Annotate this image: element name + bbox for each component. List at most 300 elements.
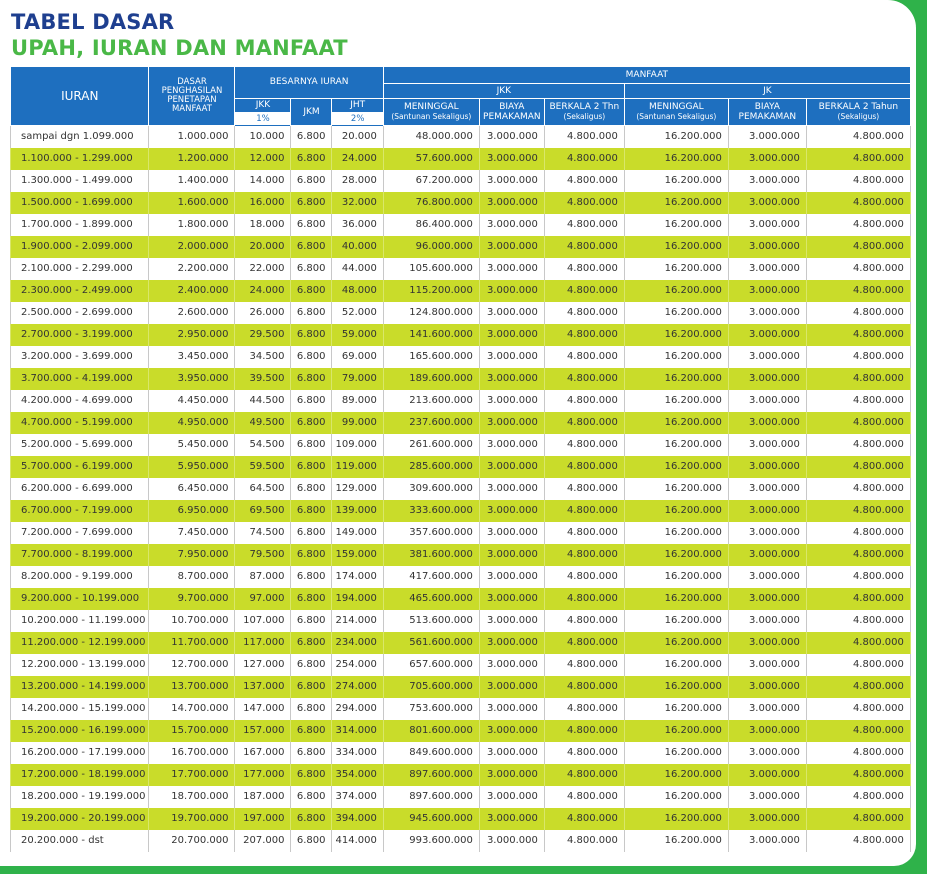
cell-iuran-jht: 48.000: [332, 280, 383, 302]
cell-jk-biaya-pemakaman: 3.000.000: [728, 412, 806, 434]
table-row: [11, 632, 911, 654]
table-row: [11, 786, 911, 808]
cell-jk-meninggal: 16.200.000: [624, 236, 728, 258]
cell-iuran-jht: 174.000: [332, 566, 383, 588]
cell-dasar-penghasilan: 4.950.000: [149, 412, 235, 434]
cell-jkk-berkala: 4.800.000: [544, 742, 624, 764]
cell-iuran-range: 8.200.000 - 9.199.000: [11, 566, 149, 588]
table-row: [11, 368, 911, 390]
cell-iuran-jkk: 18.000: [235, 214, 291, 236]
cell-jk-berkala: 4.800.000: [806, 192, 910, 214]
cell-iuran-range: 3.200.000 - 3.699.000: [11, 346, 149, 368]
cell-jkk-meninggal: 357.600.000: [383, 522, 479, 544]
cell-jkk-biaya-pemakaman: 3.000.000: [479, 478, 544, 500]
cell-iuran-jkm: 6.800: [291, 500, 332, 522]
cell-iuran-jkk: 127.000: [235, 654, 291, 676]
cell-jkk-berkala: 4.800.000: [544, 170, 624, 192]
cell-jk-biaya-pemakaman: 3.000.000: [728, 258, 806, 280]
cell-jk-meninggal: 16.200.000: [624, 456, 728, 478]
cell-dasar-penghasilan: 16.700.000: [149, 742, 235, 764]
cell-jkk-biaya-pemakaman: 3.000.000: [479, 346, 544, 368]
cell-jk-biaya-pemakaman: 3.000.000: [728, 742, 806, 764]
cell-iuran-jkm: 6.800: [291, 786, 332, 808]
cell-iuran-jht: 374.000: [332, 786, 383, 808]
cell-jkk-berkala: 4.800.000: [544, 302, 624, 324]
cell-iuran-jkm: 6.800: [291, 148, 332, 170]
cell-jk-meninggal: 16.200.000: [624, 214, 728, 236]
header-santunan-label: (Santunan Sekaligus): [636, 112, 717, 121]
table-row: [11, 588, 911, 610]
cell-jk-berkala: 4.800.000: [806, 214, 910, 236]
cell-jk-meninggal: 16.200.000: [624, 434, 728, 456]
table-row: [11, 720, 911, 742]
table-row: [11, 170, 911, 192]
cell-iuran-range: 4.700.000 - 5.199.000: [11, 412, 149, 434]
cell-jk-meninggal: 16.200.000: [624, 742, 728, 764]
cell-iuran-jkk: 34.500: [235, 346, 291, 368]
table-row: [11, 698, 911, 720]
header-jkk-berkala: [544, 99, 624, 126]
cell-jkk-meninggal: 897.600.000: [383, 786, 479, 808]
cell-jkk-berkala: 4.800.000: [544, 324, 624, 346]
cell-jk-biaya-pemakaman: 3.000.000: [728, 126, 806, 148]
header-jk-berkala: [806, 99, 910, 126]
cell-jk-meninggal: 16.200.000: [624, 412, 728, 434]
cell-iuran-jkm: 6.800: [291, 588, 332, 610]
cell-iuran-jkk: 79.500: [235, 544, 291, 566]
cell-jk-meninggal: 16.200.000: [624, 764, 728, 786]
cell-jkk-meninggal: 141.600.000: [383, 324, 479, 346]
cell-jkk-meninggal: 189.600.000: [383, 368, 479, 390]
cell-jk-berkala: 4.800.000: [806, 764, 910, 786]
cell-iuran-jkm: 6.800: [291, 764, 332, 786]
cell-jk-biaya-pemakaman: 3.000.000: [728, 456, 806, 478]
cell-jkk-biaya-pemakaman: 3.000.000: [479, 632, 544, 654]
cell-jkk-biaya-pemakaman: 3.000.000: [479, 434, 544, 456]
cell-jkk-meninggal: 849.600.000: [383, 742, 479, 764]
cell-iuran-jht: 24.000: [332, 148, 383, 170]
table-row: [11, 676, 911, 698]
cell-iuran-jkk: 69.500: [235, 500, 291, 522]
cell-dasar-penghasilan: 12.700.000: [149, 654, 235, 676]
cell-jkk-meninggal: 753.600.000: [383, 698, 479, 720]
cell-dasar-penghasilan: 1.400.000: [149, 170, 235, 192]
cell-jkk-meninggal: 96.000.000: [383, 236, 479, 258]
cell-jkk-meninggal: 309.600.000: [383, 478, 479, 500]
cell-jkk-biaya-pemakaman: 3.000.000: [479, 126, 544, 148]
page-subtitle: UPAH, IURAN DAN MANFAAT: [11, 36, 348, 60]
cell-jkk-berkala: 4.800.000: [544, 786, 624, 808]
cell-iuran-jkm: 6.800: [291, 698, 332, 720]
header-meninggal-label: MENINGGAL: [648, 102, 704, 112]
cell-iuran-jkk: 64.500: [235, 478, 291, 500]
cell-iuran-jkk: 12.000: [235, 148, 291, 170]
table-row: [11, 126, 911, 148]
cell-jk-berkala: 4.800.000: [806, 390, 910, 412]
cell-jk-meninggal: 16.200.000: [624, 588, 728, 610]
cell-iuran-jkk: 39.500: [235, 368, 291, 390]
cell-jk-meninggal: 16.200.000: [624, 522, 728, 544]
cell-jk-berkala: 4.800.000: [806, 742, 910, 764]
header-jk-meninggal: [624, 99, 728, 126]
header-berkala-tahun-label: BERKALA 2 Tahun: [818, 102, 899, 112]
header-iuran: IURAN: [11, 67, 149, 126]
cell-jkk-berkala: 4.800.000: [544, 456, 624, 478]
cell-iuran-jkk: 137.000: [235, 676, 291, 698]
cell-jk-meninggal: 16.200.000: [624, 632, 728, 654]
cell-jkk-berkala: 4.800.000: [544, 522, 624, 544]
cell-jk-biaya-pemakaman: 3.000.000: [728, 346, 806, 368]
cell-jkk-meninggal: 86.400.000: [383, 214, 479, 236]
header-manfaat: MANFAAT: [383, 67, 910, 84]
cell-jk-meninggal: 16.200.000: [624, 786, 728, 808]
cell-jk-berkala: 4.800.000: [806, 544, 910, 566]
cell-iuran-range: 1.700.000 - 1.899.000: [11, 214, 149, 236]
cell-jkk-biaya-pemakaman: 3.000.000: [479, 786, 544, 808]
cell-jk-biaya-pemakaman: 3.000.000: [728, 786, 806, 808]
cell-iuran-jkk: 167.000: [235, 742, 291, 764]
cell-jk-biaya-pemakaman: 3.000.000: [728, 478, 806, 500]
cell-jk-berkala: 4.800.000: [806, 148, 910, 170]
cell-jk-berkala: 4.800.000: [806, 522, 910, 544]
cell-dasar-penghasilan: 15.700.000: [149, 720, 235, 742]
cell-jkk-meninggal: 213.600.000: [383, 390, 479, 412]
cell-iuran-jkk: 20.000: [235, 236, 291, 258]
cell-jk-berkala: 4.800.000: [806, 632, 910, 654]
cell-jk-biaya-pemakaman: 3.000.000: [728, 280, 806, 302]
cell-jkk-biaya-pemakaman: 3.000.000: [479, 214, 544, 236]
cell-jkk-biaya-pemakaman: 3.000.000: [479, 698, 544, 720]
cell-jkk-meninggal: 285.600.000: [383, 456, 479, 478]
cell-jkk-berkala: 4.800.000: [544, 214, 624, 236]
table-row: [11, 434, 911, 456]
cell-jkk-meninggal: 261.600.000: [383, 434, 479, 456]
cell-jkk-meninggal: 897.600.000: [383, 764, 479, 786]
cell-iuran-range: 11.200.000 - 12.199.000: [11, 632, 149, 654]
cell-jkk-biaya-pemakaman: 3.000.000: [479, 456, 544, 478]
cell-iuran-jht: 32.000: [332, 192, 383, 214]
cell-iuran-jkm: 6.800: [291, 522, 332, 544]
cell-iuran-jkk: 29.500: [235, 324, 291, 346]
cell-iuran-range: 1.900.000 - 2.099.000: [11, 236, 149, 258]
cell-iuran-jkm: 6.800: [291, 412, 332, 434]
cell-iuran-jht: 314.000: [332, 720, 383, 742]
table-row: [11, 258, 911, 280]
header-jkk-biaya-pemakaman: BIAYA PEMAKAMAN: [479, 99, 544, 126]
cell-iuran-range: 12.200.000 - 13.199.000: [11, 654, 149, 676]
cell-jk-berkala: 4.800.000: [806, 280, 910, 302]
cell-iuran-jkm: 6.800: [291, 324, 332, 346]
cell-iuran-range: 6.700.000 - 7.199.000: [11, 500, 149, 522]
cell-jk-biaya-pemakaman: 3.000.000: [728, 544, 806, 566]
cell-jk-meninggal: 16.200.000: [624, 676, 728, 698]
cell-jk-biaya-pemakaman: 3.000.000: [728, 610, 806, 632]
cell-jkk-biaya-pemakaman: 3.000.000: [479, 236, 544, 258]
cell-jkk-berkala: 4.800.000: [544, 808, 624, 830]
cell-jk-berkala: 4.800.000: [806, 126, 910, 148]
cell-jk-biaya-pemakaman: 3.000.000: [728, 808, 806, 830]
cell-iuran-range: 3.700.000 - 4.199.000: [11, 368, 149, 390]
cell-iuran-jkk: 107.000: [235, 610, 291, 632]
page-title: TABEL DASAR: [11, 10, 175, 34]
cell-dasar-penghasilan: 6.950.000: [149, 500, 235, 522]
table-row: [11, 192, 911, 214]
cell-iuran-jkk: 117.000: [235, 632, 291, 654]
cell-iuran-jkm: 6.800: [291, 214, 332, 236]
cell-iuran-jkm: 6.800: [291, 544, 332, 566]
cell-iuran-jkk: 97.000: [235, 588, 291, 610]
cell-jk-biaya-pemakaman: 3.000.000: [728, 368, 806, 390]
cell-iuran-jkk: 26.000: [235, 302, 291, 324]
header-sekaligus-label: (Sekaligus): [837, 112, 880, 121]
cell-jkk-biaya-pemakaman: 3.000.000: [479, 676, 544, 698]
cell-jk-meninggal: 16.200.000: [624, 830, 728, 852]
cell-jk-berkala: 4.800.000: [806, 456, 910, 478]
table-row: [11, 478, 911, 500]
cell-jkk-biaya-pemakaman: 3.000.000: [479, 280, 544, 302]
cell-iuran-jkm: 6.800: [291, 302, 332, 324]
cell-jk-berkala: 4.800.000: [806, 808, 910, 830]
cell-iuran-jht: 254.000: [332, 654, 383, 676]
cell-iuran-jht: 394.000: [332, 808, 383, 830]
cell-jkk-meninggal: 48.000.000: [383, 126, 479, 148]
cell-iuran-jht: 214.000: [332, 610, 383, 632]
cell-iuran-jht: 52.000: [332, 302, 383, 324]
cell-jkk-berkala: 4.800.000: [544, 764, 624, 786]
cell-jk-biaya-pemakaman: 3.000.000: [728, 192, 806, 214]
cell-iuran-range: 1.500.000 - 1.699.000: [11, 192, 149, 214]
cell-jkk-berkala: 4.800.000: [544, 676, 624, 698]
cell-iuran-jht: 119.000: [332, 456, 383, 478]
cell-jk-berkala: 4.800.000: [806, 434, 910, 456]
cell-jk-berkala: 4.800.000: [806, 478, 910, 500]
cell-jk-meninggal: 16.200.000: [624, 170, 728, 192]
cell-jkk-meninggal: 705.600.000: [383, 676, 479, 698]
header-berkala-thn-label: BERKALA 2 Thn: [549, 102, 620, 112]
cell-jk-meninggal: 16.200.000: [624, 324, 728, 346]
cell-jk-berkala: 4.800.000: [806, 786, 910, 808]
cell-jkk-biaya-pemakaman: 3.000.000: [479, 764, 544, 786]
cell-jk-meninggal: 16.200.000: [624, 544, 728, 566]
cell-jkk-berkala: 4.800.000: [544, 258, 624, 280]
cell-jk-meninggal: 16.200.000: [624, 390, 728, 412]
cell-dasar-penghasilan: 13.700.000: [149, 676, 235, 698]
cell-jkk-biaya-pemakaman: 3.000.000: [479, 544, 544, 566]
cell-jkk-biaya-pemakaman: 3.000.000: [479, 192, 544, 214]
cell-jkk-meninggal: 124.800.000: [383, 302, 479, 324]
cell-jkk-meninggal: 237.600.000: [383, 412, 479, 434]
cell-dasar-penghasilan: 2.600.000: [149, 302, 235, 324]
cell-iuran-jht: 334.000: [332, 742, 383, 764]
cell-jkk-meninggal: 561.600.000: [383, 632, 479, 654]
header-jht-percent: 2%: [332, 113, 383, 126]
cell-jk-meninggal: 16.200.000: [624, 654, 728, 676]
cell-jkk-biaya-pemakaman: 3.000.000: [479, 412, 544, 434]
cell-iuran-jkk: 87.000: [235, 566, 291, 588]
cell-iuran-jkm: 6.800: [291, 720, 332, 742]
cell-jkk-berkala: 4.800.000: [544, 346, 624, 368]
cell-jk-meninggal: 16.200.000: [624, 258, 728, 280]
cell-iuran-jht: 194.000: [332, 588, 383, 610]
cell-jk-biaya-pemakaman: 3.000.000: [728, 170, 806, 192]
header-jkk-meninggal: [383, 99, 479, 126]
cell-jk-meninggal: 16.200.000: [624, 192, 728, 214]
cell-jkk-berkala: 4.800.000: [544, 500, 624, 522]
cell-jkk-meninggal: 801.600.000: [383, 720, 479, 742]
cell-jkk-berkala: 4.800.000: [544, 830, 624, 852]
cell-iuran-range: 19.200.000 - 20.199.000: [11, 808, 149, 830]
cell-iuran-jht: 274.000: [332, 676, 383, 698]
cell-dasar-penghasilan: 6.450.000: [149, 478, 235, 500]
cell-dasar-penghasilan: 2.000.000: [149, 236, 235, 258]
cell-jkk-biaya-pemakaman: 3.000.000: [479, 742, 544, 764]
cell-dasar-penghasilan: 4.450.000: [149, 390, 235, 412]
cell-jkk-biaya-pemakaman: 3.000.000: [479, 170, 544, 192]
cell-jkk-meninggal: 993.600.000: [383, 830, 479, 852]
cell-jk-biaya-pemakaman: 3.000.000: [728, 214, 806, 236]
header-jk-biaya-pemakaman: BIAYA PEMAKAMAN: [728, 99, 806, 126]
cell-jkk-meninggal: 417.600.000: [383, 566, 479, 588]
cell-jkk-biaya-pemakaman: 3.000.000: [479, 720, 544, 742]
cell-jk-biaya-pemakaman: 3.000.000: [728, 654, 806, 676]
cell-jkk-berkala: 4.800.000: [544, 148, 624, 170]
cell-jk-biaya-pemakaman: 3.000.000: [728, 302, 806, 324]
cell-jk-berkala: 4.800.000: [806, 258, 910, 280]
header-jk-group: JK: [624, 84, 910, 99]
table-row: [11, 764, 911, 786]
cell-iuran-jkm: 6.800: [291, 456, 332, 478]
header-sekaligus-label: (Sekaligus): [563, 112, 606, 121]
table-row: [11, 610, 911, 632]
header-meninggal-label: MENINGGAL: [403, 102, 459, 112]
cell-jk-meninggal: 16.200.000: [624, 698, 728, 720]
cell-jkk-meninggal: 57.600.000: [383, 148, 479, 170]
cell-jk-biaya-pemakaman: 3.000.000: [728, 764, 806, 786]
cell-iuran-jkk: 74.500: [235, 522, 291, 544]
cell-dasar-penghasilan: 1.200.000: [149, 148, 235, 170]
cell-iuran-range: 5.200.000 - 5.699.000: [11, 434, 149, 456]
cell-jkk-meninggal: 67.200.000: [383, 170, 479, 192]
header-dasar: DASAR PENGHASILAN PENETAPAN MANFAAT: [149, 67, 235, 126]
cell-jk-berkala: 4.800.000: [806, 566, 910, 588]
cell-dasar-penghasilan: 1.000.000: [149, 126, 235, 148]
cell-iuran-jkm: 6.800: [291, 434, 332, 456]
cell-jk-biaya-pemakaman: 3.000.000: [728, 236, 806, 258]
cell-dasar-penghasilan: 2.950.000: [149, 324, 235, 346]
cell-jkk-berkala: 4.800.000: [544, 478, 624, 500]
cell-iuran-jkm: 6.800: [291, 566, 332, 588]
header-santunan-label: (Santunan Sekaligus): [391, 112, 472, 121]
cell-iuran-jht: 129.000: [332, 478, 383, 500]
cell-dasar-penghasilan: 2.400.000: [149, 280, 235, 302]
cell-jk-berkala: 4.800.000: [806, 698, 910, 720]
cell-iuran-range: 15.200.000 - 16.199.000: [11, 720, 149, 742]
cell-jk-berkala: 4.800.000: [806, 610, 910, 632]
cell-iuran-jkm: 6.800: [291, 830, 332, 852]
cell-dasar-penghasilan: 18.700.000: [149, 786, 235, 808]
header-jkk-group: JKK: [383, 84, 624, 99]
cell-jkk-biaya-pemakaman: 3.000.000: [479, 258, 544, 280]
cell-iuran-jkk: 197.000: [235, 808, 291, 830]
table-row: [11, 324, 911, 346]
cell-jk-berkala: 4.800.000: [806, 676, 910, 698]
cell-jkk-meninggal: 945.600.000: [383, 808, 479, 830]
cell-iuran-range: 18.200.000 - 19.199.000: [11, 786, 149, 808]
cell-dasar-penghasilan: 17.700.000: [149, 764, 235, 786]
cell-dasar-penghasilan: 14.700.000: [149, 698, 235, 720]
cell-jk-meninggal: 16.200.000: [624, 610, 728, 632]
cell-iuran-jkk: 10.000: [235, 126, 291, 148]
cell-iuran-jht: 28.000: [332, 170, 383, 192]
cell-jkk-biaya-pemakaman: 3.000.000: [479, 522, 544, 544]
table-row: [11, 302, 911, 324]
cell-dasar-penghasilan: 19.700.000: [149, 808, 235, 830]
cell-iuran-jkm: 6.800: [291, 346, 332, 368]
cell-dasar-penghasilan: 2.200.000: [149, 258, 235, 280]
cell-iuran-jht: 89.000: [332, 390, 383, 412]
cell-iuran-range: 5.700.000 - 6.199.000: [11, 456, 149, 478]
cell-iuran-jkk: 147.000: [235, 698, 291, 720]
table-row: [11, 654, 911, 676]
cell-iuran-jkm: 6.800: [291, 632, 332, 654]
cell-jk-berkala: 4.800.000: [806, 588, 910, 610]
cell-iuran-range: 7.700.000 - 8.199.000: [11, 544, 149, 566]
cell-jk-biaya-pemakaman: 3.000.000: [728, 324, 806, 346]
cell-jkk-berkala: 4.800.000: [544, 544, 624, 566]
cell-iuran-jkm: 6.800: [291, 280, 332, 302]
table-row: [11, 830, 911, 852]
cell-jk-biaya-pemakaman: 3.000.000: [728, 698, 806, 720]
cell-jkk-berkala: 4.800.000: [544, 610, 624, 632]
cell-jkk-biaya-pemakaman: 3.000.000: [479, 500, 544, 522]
cell-iuran-jht: 414.000: [332, 830, 383, 852]
cell-iuran-jkm: 6.800: [291, 126, 332, 148]
table-row: [11, 500, 911, 522]
cell-dasar-penghasilan: 9.700.000: [149, 588, 235, 610]
cell-iuran-jht: 159.000: [332, 544, 383, 566]
cell-jkk-meninggal: 165.600.000: [383, 346, 479, 368]
cell-jkk-meninggal: 105.600.000: [383, 258, 479, 280]
cell-jk-biaya-pemakaman: 3.000.000: [728, 588, 806, 610]
cell-jkk-meninggal: 333.600.000: [383, 500, 479, 522]
cell-iuran-jkm: 6.800: [291, 170, 332, 192]
cell-jkk-berkala: 4.800.000: [544, 390, 624, 412]
cell-iuran-range: 2.500.000 - 2.699.000: [11, 302, 149, 324]
cell-iuran-jkk: 59.500: [235, 456, 291, 478]
cell-jkk-biaya-pemakaman: 3.000.000: [479, 324, 544, 346]
cell-iuran-jkk: 207.000: [235, 830, 291, 852]
cell-dasar-penghasilan: 8.700.000: [149, 566, 235, 588]
table-row: [11, 808, 911, 830]
cell-dasar-penghasilan: 20.700.000: [149, 830, 235, 852]
cell-iuran-jkm: 6.800: [291, 742, 332, 764]
cell-iuran-range: 17.200.000 - 18.199.000: [11, 764, 149, 786]
cell-dasar-penghasilan: 11.700.000: [149, 632, 235, 654]
cell-jk-meninggal: 16.200.000: [624, 126, 728, 148]
cell-jk-berkala: 4.800.000: [806, 720, 910, 742]
cell-iuran-jkk: 187.000: [235, 786, 291, 808]
header-besarnya-iuran: BESARNYA IURAN: [235, 67, 383, 99]
cell-jkk-berkala: 4.800.000: [544, 434, 624, 456]
cell-iuran-jkm: 6.800: [291, 808, 332, 830]
table-row: [11, 456, 911, 478]
cell-jkk-biaya-pemakaman: 3.000.000: [479, 654, 544, 676]
cell-dasar-penghasilan: 3.450.000: [149, 346, 235, 368]
table-row: [11, 148, 911, 170]
cell-jk-meninggal: 16.200.000: [624, 808, 728, 830]
cell-iuran-jkm: 6.800: [291, 654, 332, 676]
cell-iuran-jht: 294.000: [332, 698, 383, 720]
